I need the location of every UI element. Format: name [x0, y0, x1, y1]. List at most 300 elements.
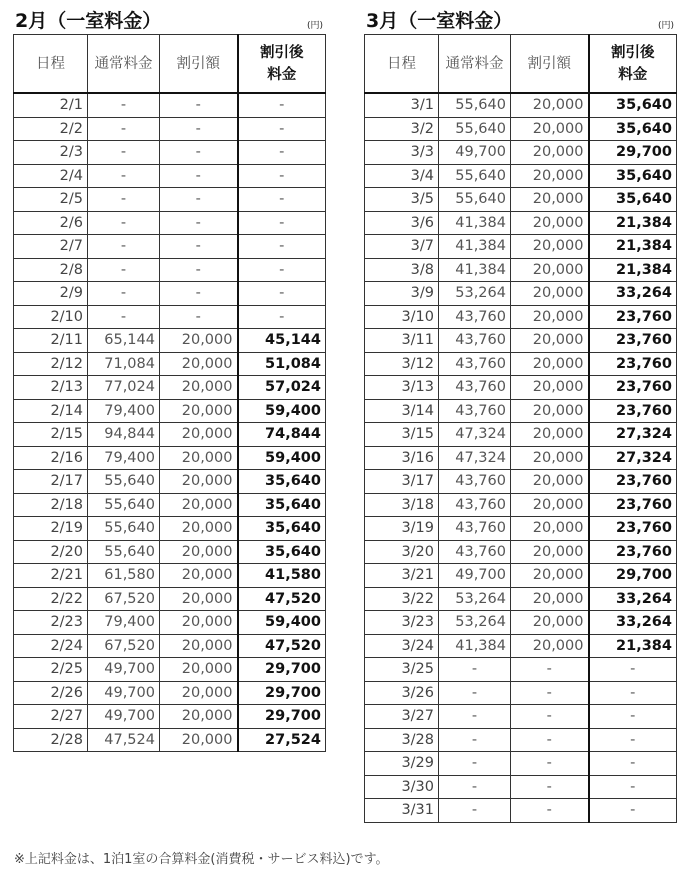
table-row [14, 352, 326, 376]
discount-cell: 20,000 [511, 305, 589, 329]
table-row [14, 188, 326, 212]
table-row [365, 117, 677, 141]
discounted-rate-cell: - [238, 164, 326, 188]
header-discounted-rate [238, 35, 326, 94]
date-cell: 3/12 [365, 352, 439, 376]
regular-rate-cell: 55,640 [439, 93, 511, 117]
table-row [365, 282, 677, 306]
discount-cell: 20,000 [511, 611, 589, 635]
discount-cell: 20,000 [511, 517, 589, 541]
regular-rate-cell: 53,264 [439, 611, 511, 635]
date-cell: 2/5 [14, 188, 88, 212]
discounted-rate-cell: 21,384 [589, 235, 677, 259]
discount-cell: - [160, 117, 238, 141]
table-row [365, 470, 677, 494]
date-cell: 3/26 [365, 681, 439, 705]
header-discount: 割引額 [511, 35, 589, 94]
date-cell: 2/3 [14, 141, 88, 165]
table-row [365, 235, 677, 259]
regular-rate-cell: 79,400 [88, 399, 160, 423]
date-cell: 2/26 [14, 681, 88, 705]
discount-cell: 20,000 [160, 587, 238, 611]
feb-rate-table [13, 34, 326, 752]
discount-cell: 20,000 [511, 470, 589, 494]
regular-rate-cell: 41,384 [439, 211, 511, 235]
regular-rate-cell: 79,400 [88, 611, 160, 635]
date-cell: 3/8 [365, 258, 439, 282]
date-cell: 2/9 [14, 282, 88, 306]
footnote: ※上記料金は、1泊1室の合算料金(消費税・サービス料込)です。 [14, 852, 389, 867]
table-row [365, 681, 677, 705]
regular-rate-cell: 41,384 [439, 634, 511, 658]
discount-cell: 20,000 [511, 235, 589, 259]
discount-cell: 20,000 [160, 399, 238, 423]
discount-cell: 20,000 [511, 352, 589, 376]
discount-cell: 20,000 [160, 470, 238, 494]
table-row [365, 540, 677, 564]
discount-cell: 20,000 [160, 329, 238, 353]
discount-cell: 20,000 [511, 93, 589, 117]
regular-rate-cell: 43,760 [439, 517, 511, 541]
table-row [365, 705, 677, 729]
table-row [14, 329, 326, 353]
table-row [365, 376, 677, 400]
table-row [14, 376, 326, 400]
header-regular-rate: 通常料金 [88, 35, 160, 94]
discounted-rate-cell: 35,640 [238, 517, 326, 541]
table-row [365, 305, 677, 329]
table-row [14, 305, 326, 329]
table-row [14, 658, 326, 682]
date-cell: 2/2 [14, 117, 88, 141]
regular-rate-cell: 49,700 [439, 141, 511, 165]
discount-cell: - [511, 681, 589, 705]
discount-cell: - [511, 705, 589, 729]
regular-rate-cell: - [439, 728, 511, 752]
discounted-rate-cell: 29,700 [238, 658, 326, 682]
table-row [365, 634, 677, 658]
regular-rate-cell: - [88, 235, 160, 259]
discounted-rate-cell: 51,084 [238, 352, 326, 376]
discount-cell: 20,000 [160, 517, 238, 541]
discount-cell: 20,000 [511, 634, 589, 658]
date-cell: 2/22 [14, 587, 88, 611]
discount-cell: - [160, 93, 238, 117]
table-row [365, 564, 677, 588]
discounted-rate-cell: - [238, 211, 326, 235]
regular-rate-cell: 67,520 [88, 634, 160, 658]
mar-unit-label: (円) [657, 21, 674, 31]
discount-cell: - [160, 211, 238, 235]
discounted-rate-cell: - [238, 305, 326, 329]
discount-cell: 20,000 [160, 423, 238, 447]
regular-rate-cell: - [439, 799, 511, 823]
discounted-rate-cell: 29,700 [238, 705, 326, 729]
regular-rate-cell: 55,640 [439, 117, 511, 141]
discount-cell: 20,000 [511, 117, 589, 141]
discount-cell: 20,000 [160, 493, 238, 517]
feb-title: 2月（一室料金） [15, 10, 162, 32]
table-row [14, 634, 326, 658]
regular-rate-cell: 55,640 [439, 164, 511, 188]
mar-rows [365, 93, 677, 822]
date-cell: 2/11 [14, 329, 88, 353]
discount-cell: 20,000 [511, 399, 589, 423]
table-row [365, 752, 677, 776]
regular-rate-cell: 67,520 [88, 587, 160, 611]
table-row [365, 188, 677, 212]
discount-cell: 20,000 [511, 258, 589, 282]
discount-cell: - [160, 282, 238, 306]
table-row [14, 705, 326, 729]
table-row [365, 658, 677, 682]
date-cell: 2/28 [14, 728, 88, 752]
regular-rate-cell: 53,264 [439, 282, 511, 306]
discounted-rate-cell: 23,760 [589, 305, 677, 329]
date-cell: 2/24 [14, 634, 88, 658]
table-row [365, 799, 677, 823]
regular-rate-cell: 41,384 [439, 235, 511, 259]
date-cell: 2/20 [14, 540, 88, 564]
header-discount: 割引額 [160, 35, 238, 94]
regular-rate-cell: 65,144 [88, 329, 160, 353]
regular-rate-cell: 43,760 [439, 540, 511, 564]
date-cell: 3/2 [365, 117, 439, 141]
discount-cell: - [160, 258, 238, 282]
regular-rate-cell: 49,700 [88, 681, 160, 705]
mar-rate-block [364, 0, 676, 823]
regular-rate-cell: - [88, 258, 160, 282]
discounted-rate-cell: - [238, 258, 326, 282]
table-row [14, 117, 326, 141]
regular-rate-cell: 47,324 [439, 446, 511, 470]
date-cell: 3/18 [365, 493, 439, 517]
table-row [365, 141, 677, 165]
discount-cell: 20,000 [511, 211, 589, 235]
regular-rate-cell: - [88, 305, 160, 329]
regular-rate-cell: 43,760 [439, 376, 511, 400]
discounted-rate-cell: 29,700 [238, 681, 326, 705]
discount-cell: - [160, 188, 238, 212]
date-cell: 3/3 [365, 141, 439, 165]
table-row [365, 587, 677, 611]
table-row [365, 446, 677, 470]
date-cell: 3/23 [365, 611, 439, 635]
discounted-rate-cell: 33,264 [589, 282, 677, 306]
discounted-rate-cell: 57,024 [238, 376, 326, 400]
table-row [14, 258, 326, 282]
table-row [365, 93, 677, 117]
regular-rate-cell: - [88, 188, 160, 212]
discount-cell: - [160, 305, 238, 329]
regular-rate-cell: - [88, 93, 160, 117]
discount-cell: - [511, 799, 589, 823]
discount-cell: - [511, 728, 589, 752]
date-cell: 2/14 [14, 399, 88, 423]
mar-rate-table [364, 34, 677, 823]
regular-rate-cell: 43,760 [439, 352, 511, 376]
discounted-rate-cell: 59,400 [238, 446, 326, 470]
discount-cell: 20,000 [511, 423, 589, 447]
date-cell: 2/10 [14, 305, 88, 329]
table-row [365, 517, 677, 541]
date-cell: 3/9 [365, 282, 439, 306]
regular-rate-cell: 43,760 [439, 493, 511, 517]
regular-rate-cell: 43,760 [439, 399, 511, 423]
discount-cell: 20,000 [511, 540, 589, 564]
discounted-rate-cell: 23,760 [589, 540, 677, 564]
date-cell: 3/31 [365, 799, 439, 823]
discount-cell: 20,000 [511, 282, 589, 306]
header-discounted-rate-line1: 割引後 [260, 44, 304, 61]
date-cell: 2/1 [14, 93, 88, 117]
table-row [14, 728, 326, 752]
discounted-rate-cell: 47,520 [238, 587, 326, 611]
discount-cell: 20,000 [160, 658, 238, 682]
mar-title: 3月（一室料金） [366, 10, 513, 32]
regular-rate-cell: - [88, 117, 160, 141]
header-discounted-rate [589, 35, 677, 94]
date-cell: 3/21 [365, 564, 439, 588]
table-row [365, 728, 677, 752]
table-row [365, 211, 677, 235]
regular-rate-cell: 49,700 [88, 705, 160, 729]
discount-cell: 20,000 [511, 164, 589, 188]
date-cell: 3/29 [365, 752, 439, 776]
date-cell: 3/13 [365, 376, 439, 400]
regular-rate-cell: 55,640 [88, 517, 160, 541]
discounted-rate-cell: 23,760 [589, 399, 677, 423]
table-row [14, 470, 326, 494]
date-cell: 2/16 [14, 446, 88, 470]
table-row [365, 258, 677, 282]
discounted-rate-cell: 23,760 [589, 493, 677, 517]
discount-cell: - [160, 235, 238, 259]
table-row [365, 493, 677, 517]
regular-rate-cell: 47,524 [88, 728, 160, 752]
discounted-rate-cell: 35,640 [589, 188, 677, 212]
date-cell: 2/6 [14, 211, 88, 235]
table-row [365, 399, 677, 423]
discount-cell: 20,000 [511, 587, 589, 611]
date-cell: 3/16 [365, 446, 439, 470]
discounted-rate-cell: 35,640 [589, 93, 677, 117]
date-cell: 2/23 [14, 611, 88, 635]
table-row [365, 423, 677, 447]
discount-cell: - [511, 752, 589, 776]
discounted-rate-cell: 29,700 [589, 141, 677, 165]
regular-rate-cell: - [439, 705, 511, 729]
discounted-rate-cell: - [589, 775, 677, 799]
table-row [14, 681, 326, 705]
regular-rate-cell: - [88, 211, 160, 235]
discounted-rate-cell: - [589, 658, 677, 682]
date-cell: 3/17 [365, 470, 439, 494]
discount-cell: 20,000 [160, 352, 238, 376]
regular-rate-cell: 94,844 [88, 423, 160, 447]
discounted-rate-cell: 23,760 [589, 470, 677, 494]
table-row [14, 446, 326, 470]
regular-rate-cell: 55,640 [88, 540, 160, 564]
date-cell: 2/8 [14, 258, 88, 282]
discounted-rate-cell: - [238, 282, 326, 306]
discount-cell: 20,000 [511, 493, 589, 517]
regular-rate-cell: - [439, 752, 511, 776]
regular-rate-cell: 77,024 [88, 376, 160, 400]
discounted-rate-cell: 35,640 [238, 540, 326, 564]
discounted-rate-cell: - [589, 799, 677, 823]
discounted-rate-cell: - [238, 235, 326, 259]
table-row [14, 517, 326, 541]
table-row [365, 611, 677, 635]
discount-cell: 20,000 [511, 564, 589, 588]
date-cell: 3/11 [365, 329, 439, 353]
regular-rate-cell: - [88, 141, 160, 165]
feb-title-row [13, 0, 325, 34]
table-row [365, 352, 677, 376]
regular-rate-cell: 41,384 [439, 258, 511, 282]
feb-rate-block [13, 0, 325, 752]
discounted-rate-cell: 21,384 [589, 634, 677, 658]
regular-rate-cell: 55,640 [439, 188, 511, 212]
discounted-rate-cell: 21,384 [589, 258, 677, 282]
discount-cell: 20,000 [511, 376, 589, 400]
table-row [365, 775, 677, 799]
date-cell: 3/5 [365, 188, 439, 212]
discounted-rate-cell: 27,324 [589, 446, 677, 470]
date-cell: 3/4 [365, 164, 439, 188]
regular-rate-cell: - [439, 658, 511, 682]
discounted-rate-cell: 59,400 [238, 399, 326, 423]
discount-cell: - [160, 141, 238, 165]
discount-cell: - [511, 775, 589, 799]
discounted-rate-cell: 35,640 [589, 164, 677, 188]
date-cell: 2/12 [14, 352, 88, 376]
discounted-rate-cell: 29,700 [589, 564, 677, 588]
date-cell: 2/13 [14, 376, 88, 400]
regular-rate-cell: 49,700 [88, 658, 160, 682]
regular-rate-cell: 53,264 [439, 587, 511, 611]
discounted-rate-cell: - [238, 93, 326, 117]
regular-rate-cell: 49,700 [439, 564, 511, 588]
header-regular-rate: 通常料金 [439, 35, 511, 94]
discount-cell: 20,000 [160, 611, 238, 635]
table-row [14, 564, 326, 588]
regular-rate-cell: 47,324 [439, 423, 511, 447]
regular-rate-cell: 79,400 [88, 446, 160, 470]
date-cell: 3/14 [365, 399, 439, 423]
discount-cell: 20,000 [160, 705, 238, 729]
date-cell: 3/24 [365, 634, 439, 658]
regular-rate-cell: - [439, 775, 511, 799]
discounted-rate-cell: 45,144 [238, 329, 326, 353]
discount-cell: 20,000 [160, 681, 238, 705]
discounted-rate-cell: 27,324 [589, 423, 677, 447]
regular-rate-cell: 43,760 [439, 305, 511, 329]
discounted-rate-cell: 47,520 [238, 634, 326, 658]
date-cell: 3/30 [365, 775, 439, 799]
discount-cell: - [511, 658, 589, 682]
discounted-rate-cell: 23,760 [589, 329, 677, 353]
date-cell: 3/15 [365, 423, 439, 447]
regular-rate-cell: - [88, 164, 160, 188]
date-cell: 3/20 [365, 540, 439, 564]
table-row [365, 329, 677, 353]
table-row [365, 164, 677, 188]
discount-cell: 20,000 [511, 141, 589, 165]
discounted-rate-cell: 74,844 [238, 423, 326, 447]
date-cell: 3/22 [365, 587, 439, 611]
discount-cell: 20,000 [511, 329, 589, 353]
discounted-rate-cell: 35,640 [589, 117, 677, 141]
regular-rate-cell: 55,640 [88, 493, 160, 517]
date-cell: 3/25 [365, 658, 439, 682]
feb-rows [14, 93, 326, 752]
discounted-rate-cell: 33,264 [589, 611, 677, 635]
regular-rate-cell: 55,640 [88, 470, 160, 494]
discounted-rate-cell: 23,760 [589, 376, 677, 400]
discount-cell: 20,000 [511, 188, 589, 212]
discount-cell: 20,000 [160, 564, 238, 588]
regular-rate-cell: 43,760 [439, 329, 511, 353]
table-row [14, 423, 326, 447]
date-cell: 2/4 [14, 164, 88, 188]
table-row [14, 399, 326, 423]
discounted-rate-cell: 27,524 [238, 728, 326, 752]
date-cell: 3/19 [365, 517, 439, 541]
date-cell: 2/15 [14, 423, 88, 447]
table-row [14, 164, 326, 188]
regular-rate-cell: 61,580 [88, 564, 160, 588]
discounted-rate-cell: 59,400 [238, 611, 326, 635]
discount-cell: 20,000 [160, 728, 238, 752]
discounted-rate-cell: 21,384 [589, 211, 677, 235]
discounted-rate-cell: 23,760 [589, 352, 677, 376]
mar-title-row [364, 0, 676, 34]
header-date: 日程 [365, 35, 439, 94]
discounted-rate-cell: - [238, 117, 326, 141]
table-row [14, 493, 326, 517]
header-discounted-rate-line1: 割引後 [611, 44, 655, 61]
table-row [14, 141, 326, 165]
discounted-rate-cell: - [238, 141, 326, 165]
discount-cell: 20,000 [160, 376, 238, 400]
mar-header-row [365, 35, 677, 94]
date-cell: 3/1 [365, 93, 439, 117]
regular-rate-cell: 43,760 [439, 470, 511, 494]
discount-cell: - [160, 164, 238, 188]
date-cell: 2/27 [14, 705, 88, 729]
date-cell: 2/18 [14, 493, 88, 517]
date-cell: 2/25 [14, 658, 88, 682]
discount-cell: 20,000 [160, 540, 238, 564]
discounted-rate-cell: - [589, 728, 677, 752]
discount-cell: 20,000 [160, 446, 238, 470]
discount-cell: 20,000 [511, 446, 589, 470]
date-cell: 2/17 [14, 470, 88, 494]
date-cell: 2/19 [14, 517, 88, 541]
date-cell: 2/21 [14, 564, 88, 588]
regular-rate-cell: - [88, 282, 160, 306]
table-row [14, 282, 326, 306]
discounted-rate-cell: 33,264 [589, 587, 677, 611]
header-discounted-rate-line2: 料金 [618, 66, 648, 83]
discounted-rate-cell: 35,640 [238, 470, 326, 494]
feb-header-row [14, 35, 326, 94]
table-row [14, 587, 326, 611]
date-cell: 3/28 [365, 728, 439, 752]
feb-unit-label: (円) [306, 21, 323, 31]
